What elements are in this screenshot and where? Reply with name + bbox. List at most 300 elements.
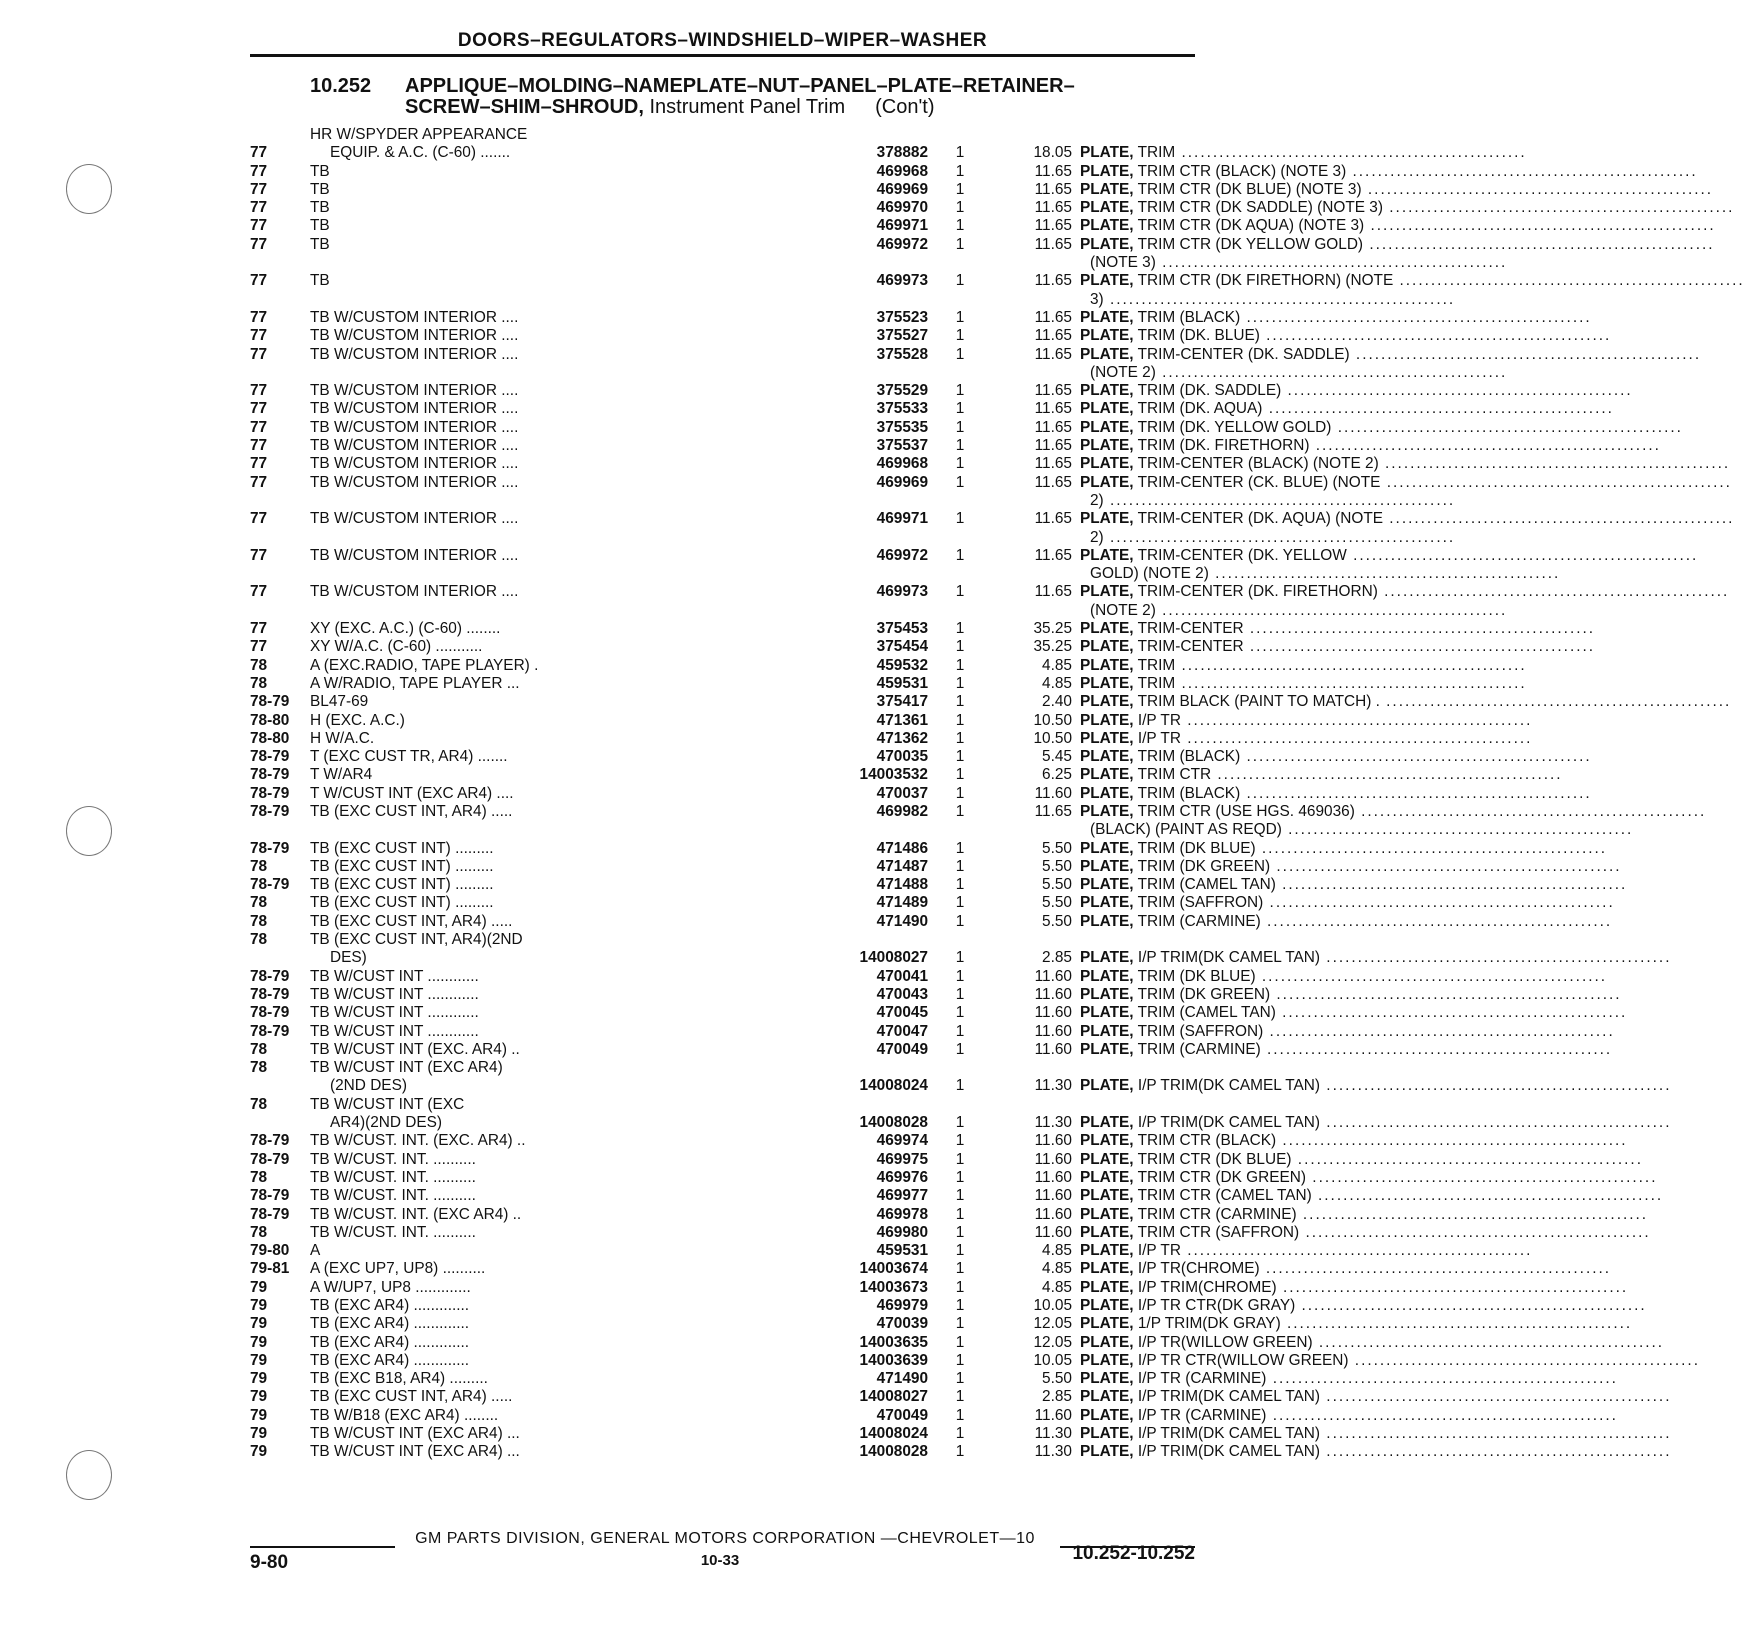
price: 11.65	[1034, 217, 1072, 235]
leader-dots: .......................................................	[1320, 1425, 1672, 1443]
model-year: 79	[250, 1425, 268, 1443]
model-code: EQUIP. & A.C. (C-60) .......	[330, 144, 511, 162]
quantity: 1	[955, 1150, 965, 1168]
model-year: 78-79	[250, 784, 290, 802]
leader-dots: .......................................................	[1243, 638, 1596, 656]
part-name: PLATE,	[1080, 748, 1134, 766]
part-name: PLATE,	[1080, 1443, 1134, 1461]
leader-dots: .......................................................	[1320, 1388, 1672, 1406]
model-year: 77	[250, 235, 268, 253]
price: 10.50	[1033, 711, 1072, 729]
part-description	[1080, 1205, 1649, 1224]
part-detail: TRIM (DK GREEN)	[1137, 857, 1271, 875]
part-detail: TRIM-CENTER (BLACK) (NOTE 2)	[1137, 455, 1379, 473]
price: 11.60	[1034, 1150, 1072, 1168]
leader-dots: .......................................................	[1175, 144, 1527, 162]
price: 4.85	[1042, 656, 1072, 674]
table-row	[250, 1077, 1672, 1095]
part-number: 459532	[876, 656, 928, 674]
model-code: H (EXC. A.C.)	[310, 711, 405, 729]
part-description	[1080, 1168, 1658, 1187]
part-number: 469971	[876, 217, 928, 235]
quantity: 1	[955, 1114, 965, 1132]
footer-page-number: 10-33	[700, 1552, 740, 1569]
quantity: 1	[955, 473, 965, 491]
part-detail: TRIM	[1137, 144, 1176, 162]
price: 6.25	[1042, 766, 1072, 784]
price: 4.85	[1042, 1278, 1072, 1296]
table-row	[250, 217, 1716, 235]
part-number: 469979	[876, 1297, 928, 1314]
part-number: 471490	[876, 1370, 928, 1388]
table-row	[250, 1096, 1195, 1114]
part-description	[1080, 1443, 1672, 1461]
quantity: 1	[955, 876, 965, 894]
part-name: PLATE,	[1080, 400, 1134, 418]
model-code: TB W/CUSTOM INTERIOR ....	[310, 510, 519, 528]
price: 11.65	[1034, 345, 1072, 363]
table-row	[250, 583, 1730, 601]
quantity: 1	[955, 1132, 965, 1150]
quantity: 1	[955, 1260, 965, 1278]
leader-dots: .......................................................	[1275, 876, 1628, 894]
quantity: 1	[955, 437, 965, 455]
quantity: 1	[955, 839, 965, 857]
price: 11.30	[1034, 1443, 1072, 1461]
leader-dots: .......................................................	[1280, 1315, 1633, 1333]
model-year: 79	[250, 1315, 268, 1333]
table-row	[250, 1132, 1628, 1150]
model-year: 78	[250, 894, 268, 912]
table-row	[250, 1205, 1649, 1224]
part-description	[1080, 1132, 1628, 1150]
part-name: PLATE,	[1080, 894, 1134, 912]
model-year: 77	[250, 327, 268, 345]
part-description	[1080, 674, 1527, 693]
part-detail: I/P TR(CHROME)	[1137, 1260, 1260, 1278]
part-description	[1080, 857, 1622, 876]
model-code: TB	[310, 180, 330, 198]
model-code: TB W/CUSTOM INTERIOR ....	[310, 308, 519, 326]
part-name: PLATE,	[1080, 180, 1134, 198]
part-number: 459531	[876, 1242, 928, 1260]
price: 11.65	[1034, 199, 1072, 217]
quantity: 1	[955, 1297, 965, 1314]
part-description	[1080, 144, 1527, 162]
leader-dots: .......................................................	[1155, 254, 1508, 272]
leader-dots: .......................................................	[1180, 711, 1533, 729]
model-code: TB W/CUSTOM INTERIOR ....	[310, 437, 519, 455]
model-year: 79	[250, 1333, 268, 1351]
table-row	[250, 455, 1731, 473]
price: 5.50	[1042, 876, 1072, 894]
model-code: TB (EXC CUST INT, AR4) .....	[310, 912, 513, 930]
part-detail: TRIM CTR (DK YELLOW GOLD)	[1137, 235, 1364, 253]
model-code: TB	[310, 199, 330, 217]
model-code: TB	[310, 235, 330, 253]
quantity: 1	[955, 199, 965, 217]
table-row	[250, 839, 1608, 858]
quantity: 1	[955, 1388, 965, 1406]
part-number: 14003639	[859, 1351, 928, 1369]
price: 11.65	[1034, 327, 1072, 345]
price: 12.05	[1033, 1333, 1072, 1351]
table-row	[250, 949, 1672, 967]
table-row	[250, 144, 1527, 162]
table-row	[250, 674, 1527, 693]
quantity: 1	[955, 180, 965, 198]
part-number: 469974	[876, 1132, 928, 1150]
part-number: 14008024	[859, 1425, 928, 1443]
leader-dots: .......................................................	[1180, 729, 1533, 747]
model-code: H W/A.C.	[310, 729, 375, 747]
section-title-line1: APPLIQUE–MOLDING–NAMEPLATE–NUT–PANEL–PLATE–RETAINER–	[405, 75, 1075, 97]
part-number: 14008028	[859, 1114, 928, 1132]
part-detail: TRIM-CENTER (CK. BLUE) (NOTE	[1137, 473, 1381, 491]
part-description	[1080, 802, 1707, 821]
part-number: 471361	[876, 711, 928, 729]
part-detail: TRIM (CARMINE)	[1137, 1040, 1261, 1058]
model-code: TB W/CUST INT (EXC	[310, 1095, 465, 1113]
model-year: 78	[250, 656, 268, 674]
leader-dots: .......................................................	[1270, 857, 1622, 875]
part-number: 375523	[876, 308, 928, 326]
model-code: TB (EXC CUST INT, AR4) .....	[310, 1388, 513, 1406]
quantity: 1	[955, 217, 965, 235]
quantity: 1	[955, 620, 965, 638]
model-code: TB W/CUST. INT. (EXC AR4) ..	[310, 1205, 522, 1223]
model-code: A W/RADIO, TAPE PLAYER ...	[310, 674, 520, 692]
price: 11.60	[1034, 1040, 1072, 1058]
part-name: PLATE,	[1080, 949, 1134, 967]
model-code: DES)	[330, 949, 367, 967]
part-description	[1080, 693, 1732, 711]
table-row	[250, 345, 1702, 364]
table-row	[250, 290, 1456, 309]
quantity: 1	[955, 711, 965, 729]
table-row	[250, 308, 1592, 327]
part-detail: I/P TR	[1137, 1242, 1181, 1260]
quantity: 1	[955, 382, 965, 400]
model-year: 77	[250, 546, 268, 564]
part-number: 14003673	[859, 1278, 928, 1296]
model-code: TB (EXC B18, AR4) .........	[310, 1370, 488, 1388]
leader-dots: .......................................................	[1295, 1297, 1647, 1314]
table-row	[250, 748, 1592, 766]
table-row	[250, 1443, 1672, 1461]
part-description	[1090, 821, 1634, 839]
part-name: PLATE,	[1080, 1022, 1134, 1040]
part-number: 470049	[876, 1406, 928, 1424]
price: 35.25	[1033, 638, 1072, 656]
price: 11.60	[1034, 985, 1072, 1003]
leader-dots: .......................................................	[1378, 455, 1731, 473]
model-year: 78-79	[250, 839, 290, 857]
price: 11.65	[1034, 272, 1072, 290]
part-description	[1090, 601, 1508, 620]
model-code: TB W/CUST INT (EXC AR4)	[310, 1059, 503, 1077]
model-year: 78	[250, 1168, 268, 1186]
table-row	[250, 967, 1608, 986]
quantity: 1	[955, 1425, 965, 1443]
price: 11.60	[1034, 967, 1072, 985]
model-code: A (EXC.RADIO, TAPE PLAYER) .	[310, 656, 539, 674]
price: 5.50	[1042, 839, 1072, 857]
quantity: 1	[955, 638, 965, 656]
part-number: 469978	[876, 1205, 928, 1223]
part-name: PLATE,	[1080, 857, 1134, 875]
price: 11.60	[1034, 1205, 1072, 1223]
table-row	[250, 620, 1596, 638]
quantity: 1	[955, 1223, 965, 1241]
part-name: PLATE,	[1080, 839, 1134, 857]
part-description	[1080, 894, 1615, 912]
model-year: 78	[250, 931, 268, 949]
part-detail: TRIM (DK GREEN)	[1137, 985, 1271, 1003]
price: 11.65	[1034, 400, 1072, 418]
part-number: 469968	[876, 455, 928, 473]
part-detail: TRIM CTR (DK GREEN)	[1137, 1168, 1307, 1186]
part-name: PLATE,	[1080, 437, 1134, 455]
part-description	[1080, 1278, 1629, 1297]
model-code: TB W/CUST INT (EXC AR4) ...	[310, 1425, 520, 1443]
part-number: 471486	[876, 839, 928, 857]
part-number: 470041	[876, 967, 928, 985]
model-year: 77	[250, 217, 268, 235]
model-year: 79	[250, 1388, 268, 1406]
price: 4.85	[1042, 1260, 1072, 1278]
part-detail: TRIM	[1137, 656, 1176, 674]
section-subtitle: Instrument Panel Trim	[649, 96, 846, 118]
part-description	[1080, 235, 1715, 254]
leader-dots: .......................................................	[1349, 345, 1702, 363]
table-row	[250, 1278, 1629, 1297]
leader-dots: .......................................................	[1276, 1278, 1629, 1296]
price: 11.60	[1034, 1168, 1072, 1186]
table-row	[250, 546, 1699, 565]
price: 11.60	[1034, 784, 1072, 802]
part-detail: I/P TRIM(DK CAMEL TAN)	[1137, 949, 1321, 967]
model-code: TB (EXC AR4) .............	[310, 1351, 470, 1369]
part-number: 471487	[876, 857, 928, 875]
part-number: 471362	[876, 729, 928, 747]
part-description	[1080, 473, 1732, 492]
quantity: 1	[955, 1242, 965, 1260]
header-rule	[250, 54, 1195, 57]
part-description	[1080, 437, 1661, 455]
part-detail: GOLD) (NOTE 2)	[1090, 565, 1209, 583]
model-year: 79	[250, 1297, 268, 1314]
part-name: PLATE,	[1080, 382, 1134, 400]
quantity: 1	[955, 1351, 965, 1369]
table-row	[250, 711, 1533, 730]
table-row	[250, 1297, 1647, 1315]
part-number: 375454	[876, 638, 928, 656]
part-description	[1080, 1040, 1613, 1059]
part-name: PLATE,	[1080, 1425, 1134, 1443]
part-description	[1080, 272, 1745, 290]
leader-dots: .......................................................	[1262, 400, 1614, 418]
model-year: 78-79	[250, 802, 290, 820]
table-row	[250, 1333, 1665, 1352]
price: 11.65	[1034, 455, 1072, 473]
model-code: TB (EXC CUST INT) .........	[310, 857, 494, 875]
model-code: TB W/B18 (EXC AR4) ........	[310, 1406, 499, 1424]
leader-dots: .......................................................	[1270, 985, 1622, 1003]
part-name: PLATE,	[1080, 1315, 1134, 1333]
part-description	[1080, 418, 1683, 437]
part-detail: TRIM-CENTER (DK. AQUA) (NOTE	[1137, 510, 1383, 528]
model-code: A (EXC UP7, UP8) ..........	[310, 1260, 486, 1278]
part-detail: I/P TRIM(DK CAMEL TAN)	[1137, 1388, 1321, 1406]
leader-dots: .......................................................	[1299, 1223, 1651, 1241]
quantity: 1	[955, 1004, 965, 1022]
part-number: 469968	[876, 162, 928, 180]
part-number: 471490	[876, 912, 928, 930]
part-number: 470047	[876, 1022, 928, 1040]
part-detail: I/P TR (CARMINE)	[1137, 1406, 1267, 1424]
quantity: 1	[955, 144, 965, 162]
parts-table	[250, 126, 1745, 1462]
part-detail: I/P TR CTR(DK GRAY)	[1137, 1297, 1296, 1314]
part-number: 470049	[876, 1040, 928, 1058]
part-name: PLATE,	[1080, 620, 1134, 638]
price: 11.60	[1034, 1132, 1072, 1150]
table-row	[250, 437, 1661, 455]
price: 4.85	[1042, 674, 1072, 692]
part-description	[1080, 382, 1633, 400]
model-year: 79	[250, 1370, 268, 1388]
table-row	[250, 126, 1195, 144]
quantity: 1	[955, 802, 965, 820]
part-detail: TRIM-CENTER (DK. FIRETHORN)	[1137, 583, 1378, 601]
table-row	[250, 1351, 1700, 1370]
section-title	[310, 76, 1190, 118]
quantity: 1	[955, 912, 965, 930]
table-row	[250, 1022, 1615, 1041]
model-year: 78	[250, 1040, 268, 1058]
quantity: 1	[955, 748, 965, 766]
part-name: PLATE,	[1080, 1004, 1134, 1022]
leader-dots: .......................................................	[1175, 674, 1527, 692]
model-code: TB W/CUST. INT. ..........	[310, 1168, 476, 1186]
model-code: TB W/CUSTOM INTERIOR ....	[310, 382, 519, 400]
table-row	[250, 1150, 1643, 1169]
model-code: TB	[310, 217, 330, 235]
price: 11.65	[1034, 473, 1072, 491]
part-description	[1080, 1370, 1618, 1388]
model-year: 78-79	[250, 1004, 290, 1022]
leader-dots: .......................................................	[1266, 1370, 1618, 1388]
model-code: TB W/CUST. INT. ..........	[310, 1187, 476, 1205]
part-detail: TRIM (SAFFRON)	[1137, 1022, 1264, 1040]
part-description	[1080, 1187, 1664, 1205]
part-detail: (NOTE 2)	[1090, 601, 1156, 619]
model-year: 78	[250, 1095, 268, 1113]
part-number: 375529	[876, 382, 928, 400]
price: 5.50	[1042, 1370, 1072, 1388]
leader-dots: .......................................................	[1312, 1333, 1665, 1351]
leader-dots: .......................................................	[1275, 1004, 1628, 1022]
table-row	[250, 1223, 1651, 1242]
part-detail: I/P TR(WILLOW GREEN)	[1137, 1333, 1313, 1351]
part-detail: I/P TR	[1137, 711, 1181, 729]
table-row	[250, 418, 1683, 437]
table-row	[250, 254, 1508, 272]
model-code: TB W/CUST. INT. ..........	[310, 1150, 476, 1168]
table-row	[250, 1370, 1618, 1388]
part-description	[1080, 748, 1592, 766]
part-number: 14008027	[859, 1388, 928, 1406]
part-name: PLATE,	[1080, 985, 1134, 1003]
leader-dots: .......................................................	[1281, 382, 1633, 400]
leader-dots: .......................................................	[1346, 546, 1699, 564]
price: 4.85	[1042, 1242, 1072, 1260]
leader-dots: .......................................................	[1320, 1443, 1672, 1461]
table-row	[250, 1187, 1664, 1205]
leader-dots: .......................................................	[1354, 802, 1707, 820]
leader-dots: .......................................................	[1306, 1168, 1658, 1186]
leader-dots: .......................................................	[1364, 217, 1716, 235]
table-row	[250, 802, 1707, 821]
leader-dots: .......................................................	[1259, 1260, 1612, 1278]
part-name: PLATE,	[1080, 1168, 1134, 1186]
quantity: 1	[955, 1370, 965, 1388]
model-year: 77	[250, 400, 268, 418]
model-year: 78-80	[250, 729, 290, 747]
leader-dots: .......................................................	[1393, 272, 1745, 290]
part-description	[1090, 363, 1508, 382]
model-year: 79	[250, 1351, 268, 1369]
leader-dots: .......................................................	[1103, 528, 1456, 546]
leader-dots: .......................................................	[1208, 565, 1561, 583]
model-code: HR W/SPYDER APPEARANCE	[310, 126, 528, 143]
leader-dots: .......................................................	[1155, 363, 1508, 381]
model-year: 78-79	[250, 876, 290, 894]
part-number: 470035	[876, 748, 928, 766]
part-description	[1090, 491, 1456, 510]
model-code: (2ND DES)	[330, 1077, 407, 1095]
part-detail: I/P TR	[1137, 729, 1181, 747]
quantity: 1	[955, 1205, 965, 1223]
section-number: 10.252	[310, 75, 372, 97]
part-detail: TRIM CTR (DK FIRETHORN) (NOTE	[1137, 272, 1394, 290]
leader-dots: .......................................................	[1260, 912, 1613, 930]
part-detail: (NOTE 3)	[1090, 254, 1156, 272]
leader-dots: .......................................................	[1296, 1205, 1649, 1223]
part-description	[1080, 400, 1614, 418]
model-code: TB W/CUST INT (EXC. AR4) ..	[310, 1040, 520, 1058]
part-number: 470045	[876, 1004, 928, 1022]
model-year: 78-79	[250, 748, 290, 766]
model-code: TB W/CUSTOM INTERIOR ....	[310, 546, 519, 564]
quantity: 1	[955, 583, 965, 601]
part-description	[1080, 1315, 1633, 1333]
part-description	[1080, 1425, 1672, 1443]
part-number: 469973	[876, 272, 928, 290]
price: 11.65	[1034, 162, 1072, 180]
price: 11.30	[1034, 1425, 1072, 1443]
part-detail: TRIM BLACK (PAINT TO MATCH) .	[1137, 693, 1380, 711]
quantity: 1	[955, 455, 965, 473]
part-description	[1080, 162, 1698, 181]
part-description	[1080, 1077, 1672, 1095]
table-row	[250, 1260, 1612, 1278]
part-name: PLATE,	[1080, 1223, 1134, 1241]
part-description	[1080, 1150, 1643, 1169]
part-detail: TRIM (DK. AQUA)	[1137, 400, 1263, 418]
model-code: AR4)(2ND DES)	[330, 1114, 443, 1132]
